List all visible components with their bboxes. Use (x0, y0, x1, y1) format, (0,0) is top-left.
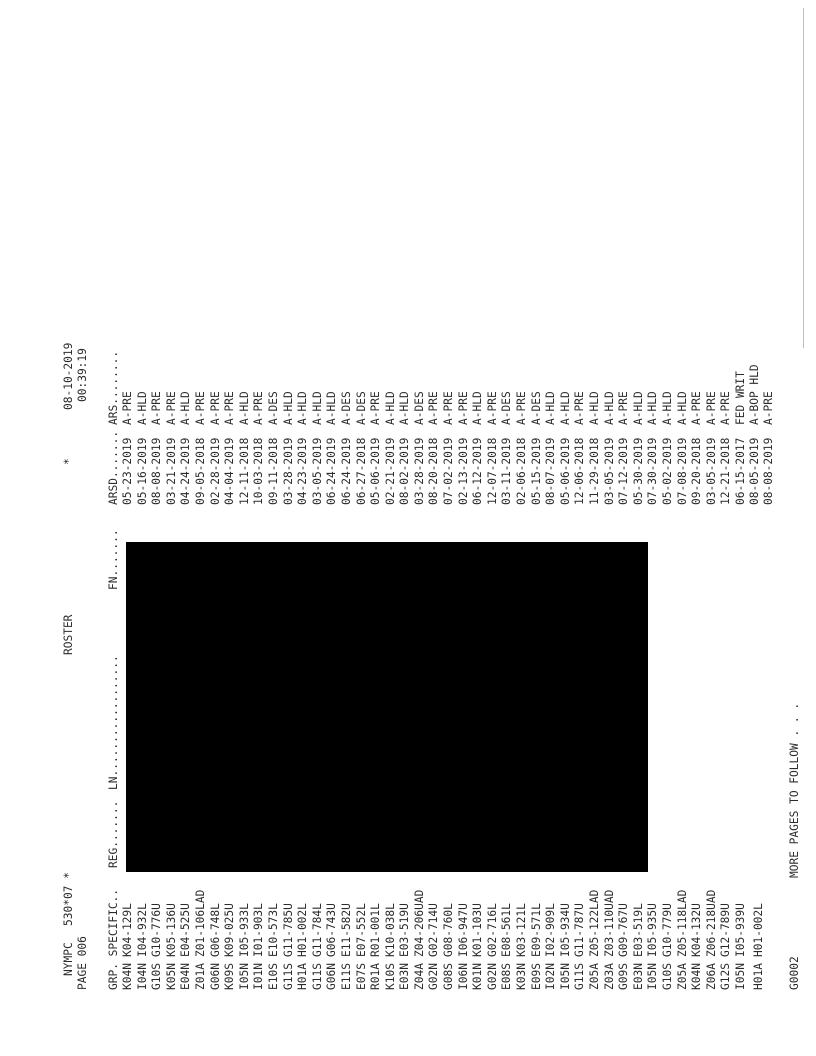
row-arsd: 04-24-2019 (179, 437, 193, 505)
row-arsd: 04-04-2019 (223, 437, 237, 505)
row-arsd: 06-15-2017 (733, 437, 747, 505)
row-specific: G11-785U (281, 903, 295, 957)
row-ars: A-HLD (660, 391, 674, 425)
row-specific: G10-776U (150, 903, 164, 957)
footer-code: G0002 (788, 956, 801, 990)
row-specific: K10-038L (383, 903, 397, 957)
row-specific: H01-002L (296, 903, 310, 957)
row-specific: Z05-122LAD (588, 889, 601, 957)
row-ars: A-PRE (121, 391, 134, 425)
header-report-code: 530*07 * (62, 872, 75, 926)
row-arsd: 06-24-2019 (339, 437, 353, 505)
roster-printout (62, 290, 802, 990)
header-report-title: ROSTER (62, 614, 75, 655)
row-arsd: 03-21-2019 (164, 437, 178, 505)
header-time: 00:39:19 (76, 348, 89, 402)
tail2-arsd: 08-08-2019 (762, 437, 775, 505)
row-specific: I06-947U (456, 903, 470, 957)
row-ars: A-HLD (281, 391, 295, 425)
row-ars: A-HLD (325, 391, 339, 425)
row-arsd: 02-06-2018 (515, 437, 529, 505)
row-arsd: 05-23-2019 (121, 437, 134, 505)
row-grp: K03N (515, 963, 529, 990)
row-ars: A-HLD (646, 391, 660, 425)
row-specific: E03-519L (631, 903, 645, 957)
row-ars: A-HLD (471, 391, 485, 425)
row-arsd: 11-29-2018 (588, 437, 601, 505)
row-arsd: 07-12-2019 (617, 437, 631, 505)
row-specific: Z03-110UAD (602, 889, 616, 957)
row-specific: G12-789U (719, 903, 733, 957)
row-ars: A-HLD (544, 391, 558, 425)
row-grp: E04N (179, 963, 193, 990)
row-grp: G06N (208, 963, 222, 990)
row-grp: G08S (442, 963, 456, 990)
row-specific: K01-103U (471, 903, 485, 957)
row-ars: A-PRE (690, 391, 704, 425)
row-specific: G09-767U (617, 903, 631, 957)
row-specific: G02-716L (485, 903, 499, 957)
row-arsd: 06-27-2018 (354, 437, 368, 505)
row-ars: A-HLD (135, 391, 149, 425)
col-fn: FN....... (107, 529, 120, 590)
row-specific: I04-932L (135, 903, 149, 957)
row-arsd: 08-07-2019 (544, 437, 558, 505)
row-grp: K09S (223, 963, 237, 990)
row-ars: A-PRE (485, 391, 499, 425)
row-specific: Z04-206UAD (412, 889, 426, 957)
row-ars: A-PRE (442, 391, 456, 425)
row-arsd: 12-11-2018 (237, 437, 251, 505)
row-ars: A-PRE (515, 391, 529, 425)
table-row (690, 290, 705, 990)
row-grp: H01A (296, 963, 310, 990)
row-specific: G10-779U (660, 903, 674, 957)
row-arsd: 03-05-2019 (310, 437, 324, 505)
row-ars: A-DES (412, 391, 426, 425)
row-grp: E07S (354, 963, 368, 990)
row-grp: Z05A (675, 963, 689, 990)
row-specific: E08-561L (500, 903, 514, 957)
row-arsd: 07-02-2019 (442, 437, 456, 505)
row-arsd: 03-28-2019 (281, 437, 295, 505)
row-specific: E11-582U (339, 903, 353, 957)
col-grp-spec: GRP. SPECIFIC.. (107, 888, 120, 990)
row-specific: K09-025U (223, 903, 237, 957)
row-grp: K04N (121, 963, 134, 990)
row-specific: I05-939U (733, 903, 747, 957)
row-specific: Z06-218UAD (704, 889, 718, 957)
row-arsd: 02-28-2019 (208, 437, 222, 505)
row-arsd: 05-16-2019 (135, 437, 149, 505)
row-grp: E08S (500, 963, 514, 990)
tail-grp: H01A (752, 963, 765, 990)
row-ars: A-HLD (237, 391, 251, 425)
table-row (661, 290, 676, 990)
row-grp: Z06A (704, 963, 718, 990)
row-grp: G12S (719, 963, 733, 990)
redaction-block (126, 542, 648, 872)
row-specific: G06-748L (208, 903, 222, 957)
table-row (719, 290, 734, 990)
row-ars: A-HLD (602, 391, 616, 425)
row-specific: K04-132U (690, 903, 704, 957)
row-arsd: 09-11-2018 (266, 437, 280, 505)
row-arsd: 04-23-2019 (296, 437, 310, 505)
col-ln: LN.................. (107, 655, 120, 790)
row-specific: G06-743U (325, 903, 339, 957)
row-grp: G09S (617, 963, 631, 990)
row-ars: A-PRE (252, 391, 266, 425)
row-ars: A-DES (266, 391, 280, 425)
row-ars: A-PRE (208, 391, 222, 425)
row-arsd: 06-24-2019 (325, 437, 339, 505)
row-arsd: 07-08-2019 (675, 437, 689, 505)
header-star: * (62, 458, 75, 465)
row-specific: K05-136U (164, 903, 178, 957)
row-specific: I01-903L (252, 903, 266, 957)
row-grp: E03N (398, 963, 412, 990)
row-arsd: 08-08-2019 (150, 437, 164, 505)
row-ars: A-PRE (164, 391, 178, 425)
row-specific: R01-001L (369, 903, 383, 957)
row-arsd: 10-03-2018 (252, 437, 266, 505)
row-grp: E11S (339, 963, 353, 990)
row-specific: E07-552L (354, 903, 368, 957)
row-arsd: 03-28-2019 (412, 437, 426, 505)
row-grp: I05N (558, 963, 572, 990)
row-ars: A-HLD (296, 391, 310, 425)
row-arsd: 12-06-2018 (573, 437, 587, 505)
row-grp: G02N (485, 963, 499, 990)
row-grp: E10S (266, 963, 280, 990)
row-arsd: 03-05-2019 (704, 437, 718, 505)
header-system: NYMPC (62, 942, 75, 976)
col-reg: REG....... (107, 800, 120, 868)
row-arsd: 02-21-2019 (383, 437, 397, 505)
row-grp: G10S (150, 963, 164, 990)
row-ars: A-PRE (369, 391, 383, 425)
header-page: PAGE 006 (76, 936, 89, 990)
row-ars: FED WRIT (733, 371, 747, 425)
row-specific: K04-129L (121, 903, 134, 957)
row-ars: A-PRE (617, 391, 631, 425)
table-row (676, 290, 691, 990)
row-ars: A-HLD (558, 391, 572, 425)
row-ars: A-DES (354, 391, 368, 425)
row-ars: A-HLD (588, 391, 601, 425)
row-grp: G11S (281, 963, 295, 990)
row-specific: G11-787U (573, 903, 587, 957)
row-arsd: 09-20-2018 (690, 437, 704, 505)
table-row (734, 290, 749, 990)
row-specific: I05-935U (646, 903, 660, 957)
row-grp: I05N (733, 963, 747, 990)
row-grp: Z01A (193, 963, 207, 990)
row-ars: A-PRE (427, 391, 441, 425)
row-arsd: 05-06-2019 (558, 437, 572, 505)
row-ars: A-HLD (675, 391, 689, 425)
row-ars: A-PRE (456, 391, 470, 425)
row-ars: A-HLD (179, 391, 193, 425)
row-grp: I06N (456, 963, 470, 990)
row-grp: Z04A (412, 963, 426, 990)
row-specific: G08-760L (442, 903, 456, 957)
row-arsd: 02-13-2019 (456, 437, 470, 505)
row-arsd: 03-11-2019 (500, 437, 514, 505)
row-arsd: 06-12-2019 (471, 437, 485, 505)
row-arsd: 12-07-2018 (485, 437, 499, 505)
col-arsd: ARSD....... (107, 430, 120, 505)
tail-ars: A-BOP HLD (748, 364, 761, 425)
row-arsd: 05-06-2019 (369, 437, 383, 505)
scan-edge-line (803, 8, 804, 348)
row-grp: Z05A (588, 963, 601, 990)
footer-more-pages: MORE PAGES TO FOLLOW . . . (788, 702, 801, 878)
row-ars: A-DES (500, 391, 514, 425)
row-ars: A-PRE (193, 391, 207, 425)
row-grp: I04N (135, 963, 149, 990)
row-arsd: 05-15-2019 (529, 437, 543, 505)
row-grp: I05N (237, 963, 251, 990)
row-specific: E09-571L (529, 903, 543, 957)
row-grp: E03N (631, 963, 645, 990)
row-ars: A-PRE (223, 391, 237, 425)
row-arsd: 12-21-2018 (719, 437, 733, 505)
row-grp: K01N (471, 963, 485, 990)
row-specific: I05-933L (237, 903, 251, 957)
row-ars: A-HLD (398, 391, 412, 425)
col-ars: ARS........ (107, 350, 120, 425)
row-specific: I02-909L (544, 903, 558, 957)
row-grp: Z03A (602, 963, 616, 990)
row-specific: G02-714U (427, 903, 441, 957)
row-arsd: 08-02-2019 (398, 437, 412, 505)
row-arsd: 07-30-2019 (646, 437, 660, 505)
row-grp: K04N (690, 963, 704, 990)
row-ars: A-PRE (704, 391, 718, 425)
row-grp: I05N (646, 963, 660, 990)
row-ars: A-PRE (573, 391, 587, 425)
row-arsd: 05-02-2019 (660, 437, 674, 505)
header-date: 08-10-2019 (62, 342, 75, 410)
row-grp: G10S (660, 963, 674, 990)
row-specific: G11-784L (310, 903, 324, 957)
row-arsd: 05-30-2019 (631, 437, 645, 505)
row-specific: E03-519U (398, 903, 412, 957)
row-arsd: 08-20-2018 (427, 437, 441, 505)
row-ars: A-DES (529, 391, 543, 425)
row-arsd: 03-05-2019 (602, 437, 616, 505)
table-row (705, 290, 720, 990)
tail-spec: H01-002L (752, 903, 765, 957)
row-ars: A-PRE (150, 391, 164, 425)
row-grp: I01N (252, 963, 266, 990)
row-ars: A-HLD (631, 391, 645, 425)
row-grp: G11S (310, 963, 324, 990)
row-ars: A-PRE (719, 391, 733, 425)
row-grp: G11S (573, 963, 587, 990)
row-specific: I05-934U (558, 903, 572, 957)
row-specific: Z05-118LAD (675, 889, 689, 957)
row-ars: A-DES (339, 391, 353, 425)
row-grp: G06N (325, 963, 339, 990)
row-ars: A-HLD (383, 391, 397, 425)
row-grp: K10S (383, 963, 397, 990)
row-arsd: 09-05-2018 (193, 437, 207, 505)
table-row (646, 290, 661, 990)
row-specific: Z01-106LAD (193, 889, 207, 957)
row-grp: G02N (427, 963, 441, 990)
row-grp: E09S (529, 963, 543, 990)
row-specific: E04-525U (179, 903, 193, 957)
row-grp: R01A (369, 963, 383, 990)
row-grp: K05N (164, 963, 178, 990)
row-specific: K03-121L (515, 903, 529, 957)
row-grp: I02N (544, 963, 558, 990)
tail2-ars: A-PRE (762, 391, 775, 425)
tail-arsd: 08-05-2019 (748, 437, 761, 505)
row-ars: A-HLD (310, 391, 324, 425)
row-specific: E10-573L (266, 903, 280, 957)
